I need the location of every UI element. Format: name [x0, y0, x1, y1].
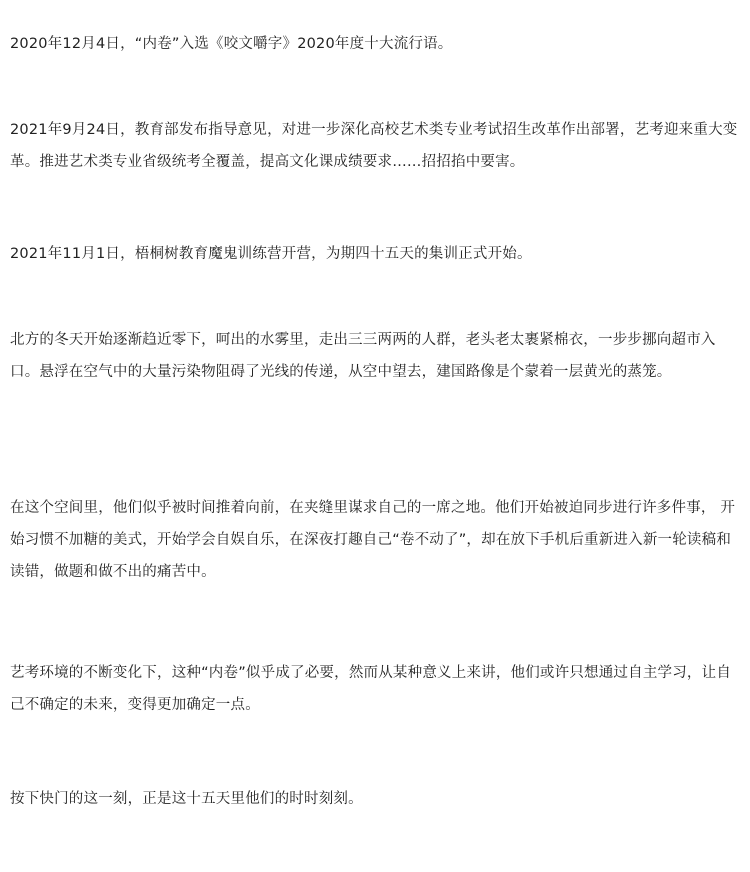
paragraph-camp-start: 2021年11月1日，梧桐树教育魔鬼训练营开营，为期四十五天的集训正式开始。	[10, 246, 532, 262]
paragraph-date-2020: 2020年12月4日，“内卷”入选《咬文嚼字》2020年度十大流行语。	[10, 36, 453, 52]
paragraph-involution: 艺考环境的不断变化下，这种“内卷”似乎成了必要，然而从某种意义上来讲，他们或许只想通过自主学习，让自己不确定的未来，变得更加确定一点。	[10, 665, 732, 713]
paragraph-closing: 按下快门的这一刻，正是这十五天里他们的时时刻刻。	[10, 791, 363, 807]
paragraph-policy-2021: 2021年9月24日，教育部发布指导意见，对进一步深化高校艺术类专业考试招生改革作出部署，艺考迎来重大变革。推进艺术类专业省级统考全覆盖，提高文化课成绩要求……招招掐中要害。	[10, 122, 738, 170]
paragraph-winter-scene: 北方的冬天开始逐渐趋近零下，呵出的水雾里，走出三三两两的人群，老头老太裹紧棉衣，一步步挪向超市入口。悬浮在空气中的大量污染物阻碍了光线的传递，从空中望去，建国路像是个蒙着一层黄光的蒸笼。	[10, 332, 716, 380]
paragraph-students-life: 在这个空间里，他们似乎被时间推着向前，在夹缝里谋求自己的一席之地。他们开始被迫同步进行许多件事， 开始习惯不加糖的美式，开始学会自娱自乐，在深夜打趣自己“卷不动了”，却在放下手机后重新进入新一轮读稿和读错，做题和做不出的痛苦中。	[10, 500, 736, 580]
